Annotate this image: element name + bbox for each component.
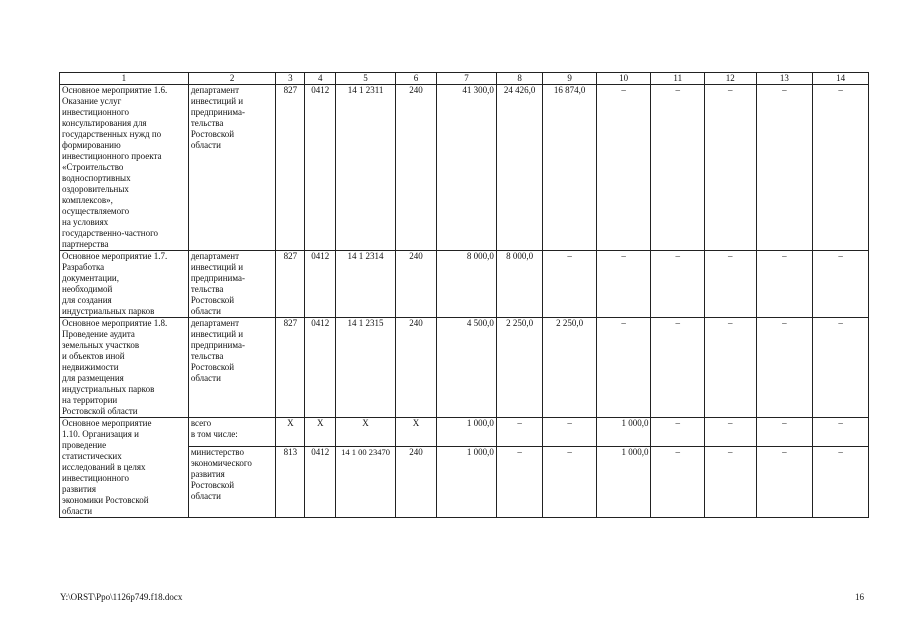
rzpr-cell: X [305,418,336,447]
value-cell: – [756,318,813,418]
vr-cell: 240 [395,251,436,318]
rzpr-cell: 0412 [305,447,336,518]
measure-name-cell: Основное мероприятие 1.6. Оказание услуг инвестиционного консультирования для государственных нужд по формированию инвестиционного проекта «Строительство водноспортивных оздоровительных комплексов», осуществляемого на условиях государственно-частного партнерства [60,85,189,251]
value-cell: – [756,251,813,318]
table-row [60,251,869,318]
value-cell: – [651,85,705,251]
header-cell: 13 [756,73,813,85]
header-cell: 14 [813,73,869,85]
grbs-cell: 827 [276,318,305,418]
header-cell: 6 [395,73,436,85]
value-cell: – [813,85,869,251]
value-cell: – [596,251,651,318]
value-cell: 2 250,0 [496,318,542,418]
rzpr-cell: 0412 [305,85,336,251]
grbs-cell: 813 [276,447,305,518]
budget-table [59,72,869,518]
table-row [60,85,869,251]
csr-cell: 14 1 2314 [336,251,396,318]
value-cell: 8 000,0 [496,251,542,318]
value-cell: – [651,318,705,418]
value-cell: – [596,85,651,251]
header-cell: 3 [276,73,305,85]
vr-cell: 240 [395,318,436,418]
rzpr-cell: 0412 [305,318,336,418]
header-cell: 2 [188,73,276,85]
header-cell: 5 [336,73,396,85]
csr-cell: 14 1 2315 [336,318,396,418]
vr-cell: 240 [395,447,436,518]
executor-cell: департамент инвестиций и предпринима- тельства Ростовской области [188,85,276,251]
header-cell: 8 [496,73,542,85]
value-cell: – [705,85,757,251]
value-cell: – [705,447,757,518]
executor-cell: всего в том числе: [188,418,276,447]
measure-name-cell: Основное мероприятие 1.10. Организация и проведение статистических исследований в целях инвестиционного развития экономики Ростовской области [60,418,189,518]
executor-cell: министерство экономического развития Ростовской области [188,447,276,518]
page-number: 16 [855,592,864,602]
value-cell: – [651,447,705,518]
value-cell: – [705,318,757,418]
table-row [60,318,869,418]
total-cell: 8 000,0 [437,251,497,318]
value-cell: 16 874,0 [543,85,597,251]
total-cell: 4 500,0 [437,318,497,418]
footer-file-path: Y:\ORST\Ppo\1126p749.f18.docx [60,592,183,602]
value-cell: – [756,85,813,251]
value-cell: – [756,418,813,447]
value-cell: – [543,251,597,318]
total-cell: 1 000,0 [437,418,497,447]
total-cell: 41 300,0 [437,85,497,251]
header-row [60,73,869,85]
value-cell: 1 000,0 [596,447,651,518]
value-cell: – [705,418,757,447]
value-cell: – [496,447,542,518]
header-cell: 11 [651,73,705,85]
value-cell: – [496,418,542,447]
value-cell: – [756,447,813,518]
value-cell: – [705,251,757,318]
header-cell: 1 [60,73,189,85]
measure-name-cell: Основное мероприятие 1.7. Разработка документации, необходимой для создания индустриальных парков [60,251,189,318]
grbs-cell: 827 [276,85,305,251]
header-cell: 4 [305,73,336,85]
value-cell: 1 000,0 [596,418,651,447]
header-cell: 7 [437,73,497,85]
header-cell: 9 [543,73,597,85]
measure-name-cell: Основное мероприятие 1.8. Проведение аудита земельных участков и объектов иной недвижимости для размещения индустриальных парков на территории Ростовской области [60,318,189,418]
rzpr-cell: 0412 [305,251,336,318]
value-cell: – [651,418,705,447]
executor-cell: департамент инвестиций и предпринима- тельства Ростовской области [188,318,276,418]
value-cell: – [543,418,597,447]
table-row [60,418,869,447]
value-cell: – [543,447,597,518]
value-cell: 2 250,0 [543,318,597,418]
header-cell: 10 [596,73,651,85]
header-cell: 12 [705,73,757,85]
value-cell: – [651,251,705,318]
grbs-cell: 827 [276,251,305,318]
vr-cell: 240 [395,85,436,251]
grbs-cell: X [276,418,305,447]
total-cell: 1 000,0 [437,447,497,518]
value-cell: – [813,447,869,518]
value-cell: – [813,251,869,318]
value-cell: – [596,318,651,418]
executor-cell: департамент инвестиций и предпринима- тельства Ростовской области [188,251,276,318]
value-cell: – [813,418,869,447]
value-cell: 24 426,0 [496,85,542,251]
csr-cell: 14 1 2311 [336,85,396,251]
value-cell: – [813,318,869,418]
vr-cell: X [395,418,436,447]
csr-cell: X [336,418,396,447]
csr-cell: 14 1 00 23470 [336,447,396,518]
